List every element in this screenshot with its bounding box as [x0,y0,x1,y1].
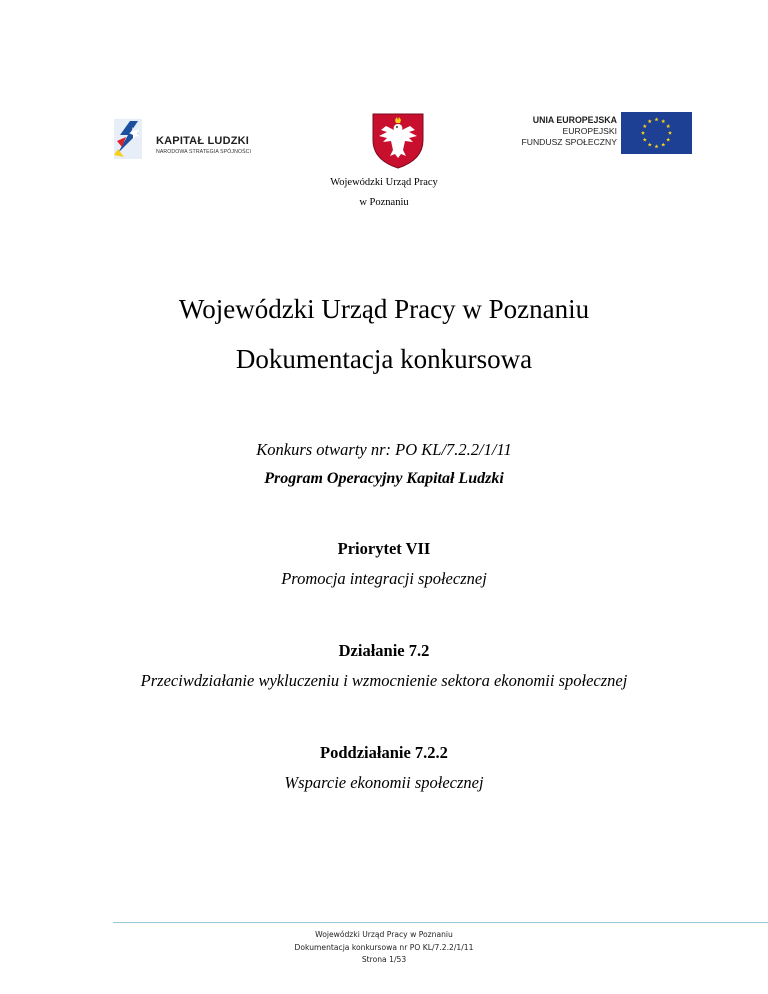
office-line-2: w Poznaniu [359,197,409,208]
subaction-name: Wsparcie ekonomii społecznej [284,773,484,792]
kl-logo-title: KAPITAŁ LUDZKI [156,135,250,147]
kl-logo-subtitle: NARODOWA STRATEGIA SPÓJNOŚCI [156,149,252,155]
priority-heading: Priorytet VII [337,539,431,558]
eu-logo-text [522,115,618,148]
program-name: Program Operacyjny Kapitał Ludzki [264,470,504,487]
priority-name: Promocja integracji społecznej [281,569,487,588]
footer-line-2: Dokumentacja konkursowa nr PO KL/7.2.2/1/11 [294,943,474,952]
footer-line-1: Wojewódzki Urząd Pracy w Poznaniu [315,930,453,939]
document-title-line-1: Wojewódzki Urząd Pracy w Poznaniu [178,294,590,324]
kapital-ludzki-logo [112,113,272,165]
eu-line-1: UNIA EUROPEJSKA [532,115,617,125]
kapital-ludzki-icon [112,113,154,165]
action-name: Przeciwdziałanie wykluczeniu i wzmocnienie sektora ekonomii społecznej [140,671,628,690]
wielkopolska-crest-icon [367,110,429,170]
footer-page-number: Strona 1/53 [361,955,407,964]
eu-logo [505,112,695,156]
subaction-heading: Poddziałanie 7.2.2 [320,743,448,762]
action-heading: Działanie 7.2 [338,641,430,660]
document-title-line-2: Dokumentacja konkursowa [235,344,533,374]
contest-number: Konkurs otwarty nr: PO KL/7.2.2/1/11 [256,440,512,459]
footer-divider [113,922,768,923]
eu-line-3: FUNDUSZ SPOŁECZNY [521,137,617,147]
eu-flag-icon [621,112,692,154]
office-line-1: Wojewódzki Urząd Pracy [330,177,438,188]
eu-line-2: EUROPEJSKI [562,126,617,136]
